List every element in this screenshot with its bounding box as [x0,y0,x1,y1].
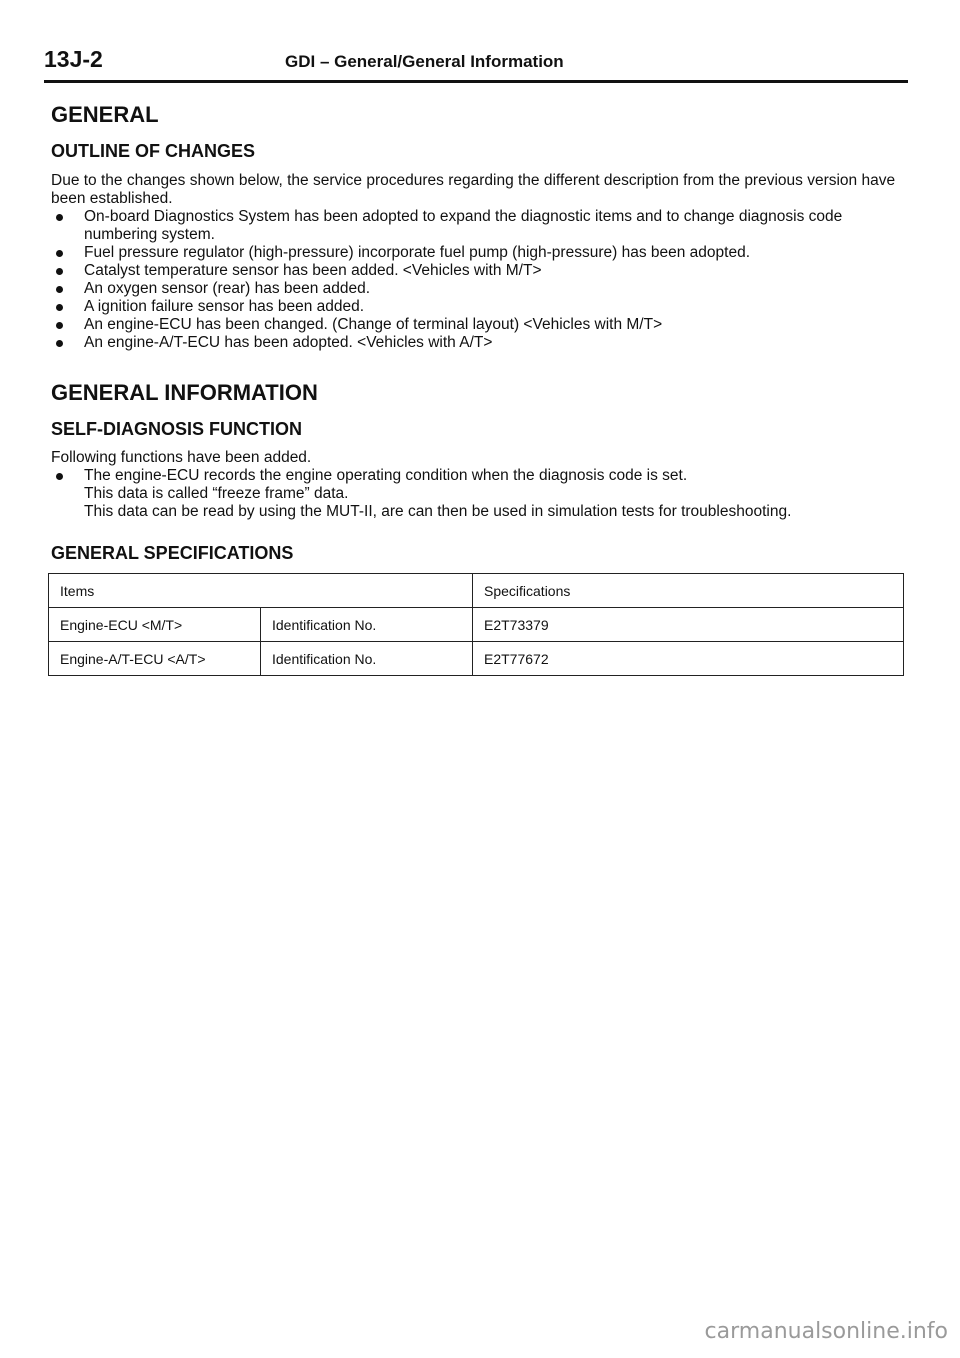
list-item: Fuel pressure regulator (high-pressure) incorporate fuel pump (high-pressure) has been adopted. [51,244,911,262]
page-number: 13J-2 [44,46,103,72]
general-heading: GENERAL [51,102,159,127]
sub-item-cell: Identification No. [261,642,473,676]
bullet-icon [56,286,63,293]
self-diagnosis-heading: SELF-DIAGNOSIS FUNCTION [51,419,302,439]
item-cell: Engine-ECU <M/T> [49,608,261,642]
list-item: A ignition failure sensor has been added. [51,298,911,316]
specifications-header: Specifications [473,574,904,608]
header-title: GDI – General/General Information [285,52,564,71]
table-row [49,642,904,676]
general-information-heading: GENERAL INFORMATION [51,380,318,405]
self-diagnosis-intro: Following functions have been added. [51,449,312,466]
bullet-icon [56,250,63,257]
self-diagnosis-bullet-list [51,467,911,485]
bullet-icon [56,214,63,221]
table-row [49,608,904,642]
list-item: The engine-ECU records the engine operating condition when the diagnosis code is set. [51,467,911,485]
specifications-table [48,573,904,676]
list-item: An oxygen sensor (rear) has been added. [51,280,911,298]
list-item: An engine-A/T-ECU has been adopted. <Vehicles with A/T> [51,334,911,352]
items-header: Items [49,574,473,608]
bullet-icon [56,473,63,480]
list-item: On-board Diagnostics System has been adopted to expand the diagnostic items and to change diagnosis code numbering system. [51,208,911,244]
bullet-icon [56,340,63,347]
general-specifications-heading: GENERAL SPECIFICATIONS [51,543,294,563]
outline-bullet-list [51,208,911,352]
value-cell: E2T77672 [473,642,904,676]
table-header-row [49,574,904,608]
bullet-icon [56,322,63,329]
list-item: Catalyst temperature sensor has been added. <Vehicles with M/T> [51,262,911,280]
outline-heading: OUTLINE OF CHANGES [51,141,256,161]
sub-item-cell: Identification No. [261,608,473,642]
freeze-frame-line: This data is called “freeze frame” data. [84,485,349,502]
value-cell: E2T73379 [473,608,904,642]
bullet-icon [56,268,63,275]
mut-ii-line: This data can be read by using the MUT-II, are can then be used in simulation tests for troubleshooting. [84,503,792,520]
watermark: carmanualsonline.info [704,1319,948,1344]
list-item: An engine-ECU has been changed. (Change of terminal layout) <Vehicles with M/T> [51,316,911,334]
item-cell: Engine-A/T-ECU <A/T> [49,642,261,676]
header-rule [44,80,908,83]
outline-intro: Due to the changes shown below, the service procedures regarding the different description from the previous version have been established. [51,172,896,207]
bullet-icon [56,304,63,311]
